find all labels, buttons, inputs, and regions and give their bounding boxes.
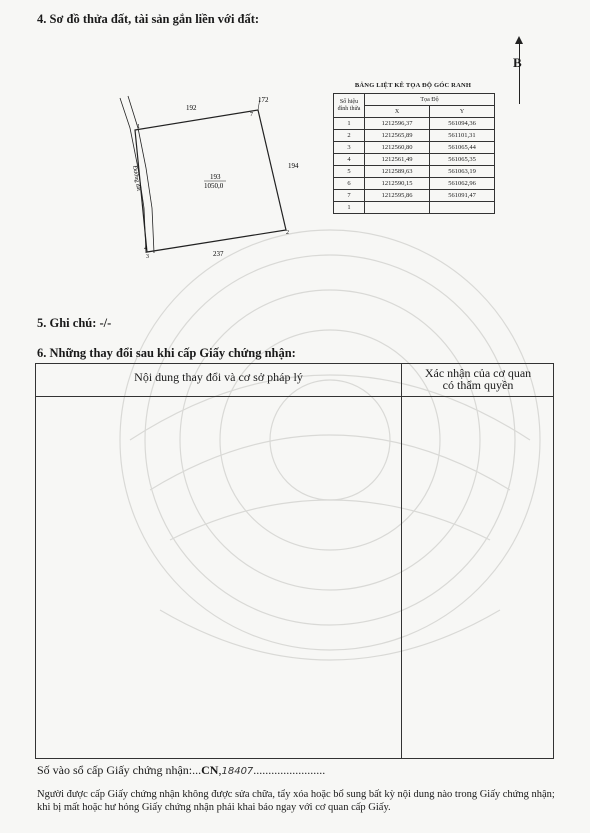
coords-row bbox=[334, 190, 495, 202]
coords-cell-x: 1212595,86 bbox=[365, 190, 430, 202]
coords-cell-id: 1 bbox=[334, 118, 365, 130]
footer-note: Người được cấp Giấy chứng nhận không được sửa chữa, tẩy xóa hoặc bổ sung bất kỳ nội dung nào trong Giấy chứng nhận; khi bị mất hoặc hư hỏng Giấy chứng nhận phải khai báo ngay với cơ quan cấp Giấy. bbox=[37, 789, 555, 813]
parcel-map bbox=[100, 88, 310, 273]
parcel-number: 193 bbox=[210, 173, 221, 181]
neighbor-237-label: 237 bbox=[213, 250, 224, 258]
coords-cell-id: 6 bbox=[334, 178, 365, 190]
neighbor-192-label: 192 bbox=[186, 104, 197, 112]
section-5-title: 5. Ghi chú: -/- bbox=[37, 316, 112, 330]
col-vertex-header: Số hiệu đỉnh thửa bbox=[334, 94, 365, 118]
coords-row bbox=[334, 202, 495, 214]
coords-cell-id: 7 bbox=[334, 190, 365, 202]
coords-cell-y: 561065,44 bbox=[430, 142, 495, 154]
authority-confirmation-header bbox=[402, 367, 554, 391]
coords-cell-y: 561091,47 bbox=[430, 190, 495, 202]
vertex-1-label: 1 bbox=[137, 124, 140, 130]
coords-cell-y: 561062,96 bbox=[430, 178, 495, 190]
changes-table bbox=[35, 363, 554, 759]
vertex-2-label: 2 bbox=[286, 230, 289, 236]
coords-cell-y: 561065,35 bbox=[430, 154, 495, 166]
neighbor-194-label: 194 bbox=[288, 162, 299, 170]
coords-cell-id: 4 bbox=[334, 154, 365, 166]
coords-cell-x: 1212560,80 bbox=[365, 142, 430, 154]
coords-cell-y: 561094,36 bbox=[430, 118, 495, 130]
coords-cell-y: 561101,31 bbox=[430, 130, 495, 142]
coords-cell-id: 3 bbox=[334, 142, 365, 154]
north-arrow-line bbox=[519, 40, 520, 104]
coords-row bbox=[334, 130, 495, 142]
coords-row bbox=[334, 142, 495, 154]
coords-cell-x bbox=[365, 202, 430, 214]
coords-cell-x: 1212589,63 bbox=[365, 166, 430, 178]
coords-cell-id: 5 bbox=[334, 166, 365, 178]
coords-table-title: BẢNG LIỆT KÊ TỌA ĐỘ GÓC RANH bbox=[354, 82, 472, 89]
vertex-4-label: 4 bbox=[144, 246, 147, 252]
section-4-title: 4. Sơ đồ thửa đất, tài sản gắn liền với đất: bbox=[37, 12, 260, 26]
coords-row bbox=[334, 166, 495, 178]
column-divider bbox=[401, 364, 402, 758]
neighbor-172-label: 172 bbox=[258, 96, 269, 104]
changes-content-header: Nội dung thay đổi và cơ sở pháp lý bbox=[134, 370, 303, 384]
vertex-7-label: 7 bbox=[250, 112, 253, 118]
col-coords-header: Tọa Độ bbox=[365, 94, 495, 106]
road-label: Đường đất bbox=[131, 165, 142, 192]
coords-cell-y: 561063,19 bbox=[430, 166, 495, 178]
coords-cell-y bbox=[430, 202, 495, 214]
coords-cell-x: 1212590,15 bbox=[365, 178, 430, 190]
section-6-title: 6. Những thay đổi sau khi cấp Giấy chứng nhận: bbox=[37, 346, 296, 360]
coords-cell-x: 1212565,89 bbox=[365, 130, 430, 142]
register-number-handwritten: 18407 bbox=[221, 766, 254, 777]
col-y-header: Y bbox=[430, 106, 495, 118]
register-label: Số vào sổ cấp Giấy chứng nhận: bbox=[37, 763, 193, 777]
authority-header-line-2: có thẩm quyền bbox=[442, 378, 514, 392]
register-prefix: CN bbox=[201, 763, 219, 777]
vertex-3-label: 3 bbox=[146, 254, 149, 260]
coords-table bbox=[333, 93, 495, 214]
coords-cell-id: 2 bbox=[334, 130, 365, 142]
coords-cell-id: 1 bbox=[334, 202, 365, 214]
coords-row bbox=[334, 118, 495, 130]
coords-cell-x: 1212596,37 bbox=[365, 118, 430, 130]
register-number-line: Số vào sổ cấp Giấy chứng nhận:...CN,18407........................ bbox=[37, 763, 326, 777]
coords-row bbox=[334, 178, 495, 190]
parcel-area: 1050,0 bbox=[204, 182, 224, 190]
authority-header-line-1: Xác nhận của cơ quan bbox=[424, 366, 532, 380]
header-divider bbox=[36, 396, 553, 397]
coords-cell-x: 1212561,49 bbox=[365, 154, 430, 166]
north-label: B bbox=[513, 55, 522, 70]
coords-row bbox=[334, 154, 495, 166]
col-x-header: X bbox=[365, 106, 430, 118]
